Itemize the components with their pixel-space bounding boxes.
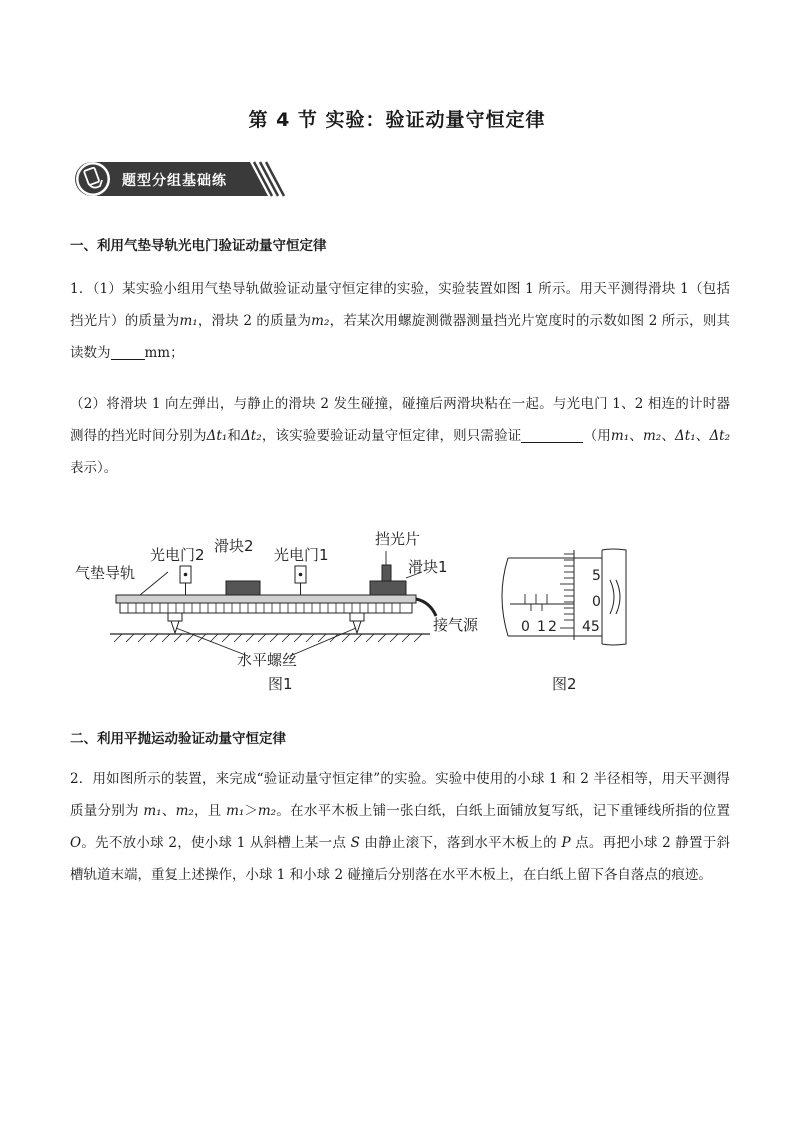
main-tick-0: 0 (521, 619, 530, 635)
figure-2-micrometer (502, 549, 626, 693)
figure-1 (75, 530, 479, 693)
label-rail: 气垫导轨 (75, 564, 136, 582)
label-shade: 挡光片 (375, 530, 421, 548)
page-title: 第 4 节 实验：验证动量守恒定律 (248, 109, 546, 131)
figure-1-caption: 图1 (268, 675, 293, 693)
label-slider1: 滑块1 (408, 558, 448, 576)
experiment-diagram (70, 520, 670, 700)
main-tick-2: 2 (548, 619, 557, 635)
banner-label: 题型分组基础练 (122, 173, 227, 189)
thimble-tick-5: 5 (592, 568, 601, 584)
question-1-part-2: （2）将滑块 1 向左弹出，与静止的滑块 2 发生碰撞，碰撞后两滑块粘在一起。与光电门 1、2 相连的计时器测得的挡光时间分别为Δt₁和Δt₂，该实验要验证动量守恒定律，则只需验证 （用m₁、m₂、Δt₁、Δt₂表示）。 (70, 396, 731, 476)
label-gate2: 光电门2 (150, 546, 205, 564)
thimble-tick-45: 45 (582, 619, 600, 635)
label-gate1: 光电门1 (274, 546, 329, 564)
question-1-part-1: 1．（1）某实验小组用气垫导轨做验证动量守恒定律的实验，实验装置如图 1 所示。用天平测得滑块 1（包括挡光片）的质量为m₁，滑块 2 的质量为m₂，若某次用螺旋测微器测量挡光片宽度时的示数如图 2 所示，则其读数为 mm； (70, 281, 731, 361)
answer-blank-2[interactable] (521, 426, 583, 443)
question-2: 2．用如图所示的装置，来完成“验证动量守恒定律”的实验。实验中使用的小球 1 和 2 半径相等，用天平测得质量分别为 m₁、m₂，且 m₁＞m₂。在水平木板上铺一张白纸，白纸上面铺放复写纸，记下重锤线所指的位置 O。先不放小球 2，使小球 1 从斜槽上某一点 S 由静止滚下，落到水平木板上的 P 点。再把小球 2 静置于斜槽轨道末端，重复上述操作，小球 1 和小球 2 碰撞后分别落在水平木板上，在白纸上留下各自落点的痕迹。 (70, 771, 731, 883)
section-banner (72, 158, 287, 200)
section-heading-2: 二、利用平抛运动验证动量守恒定律 (70, 731, 286, 747)
figure-2-caption: 图2 (552, 675, 577, 693)
thimble-tick-0: 0 (592, 594, 601, 610)
label-air: 接气源 (433, 616, 479, 634)
label-slider2: 滑块2 (214, 537, 254, 555)
label-screw: 水平螺丝 (237, 651, 298, 669)
figures (70, 520, 670, 700)
main-tick-1: 1 (537, 619, 546, 635)
section-heading-1: 一、利用气垫导轨光电门验证动量守恒定律 (70, 238, 327, 254)
answer-blank-1[interactable] (111, 343, 145, 360)
